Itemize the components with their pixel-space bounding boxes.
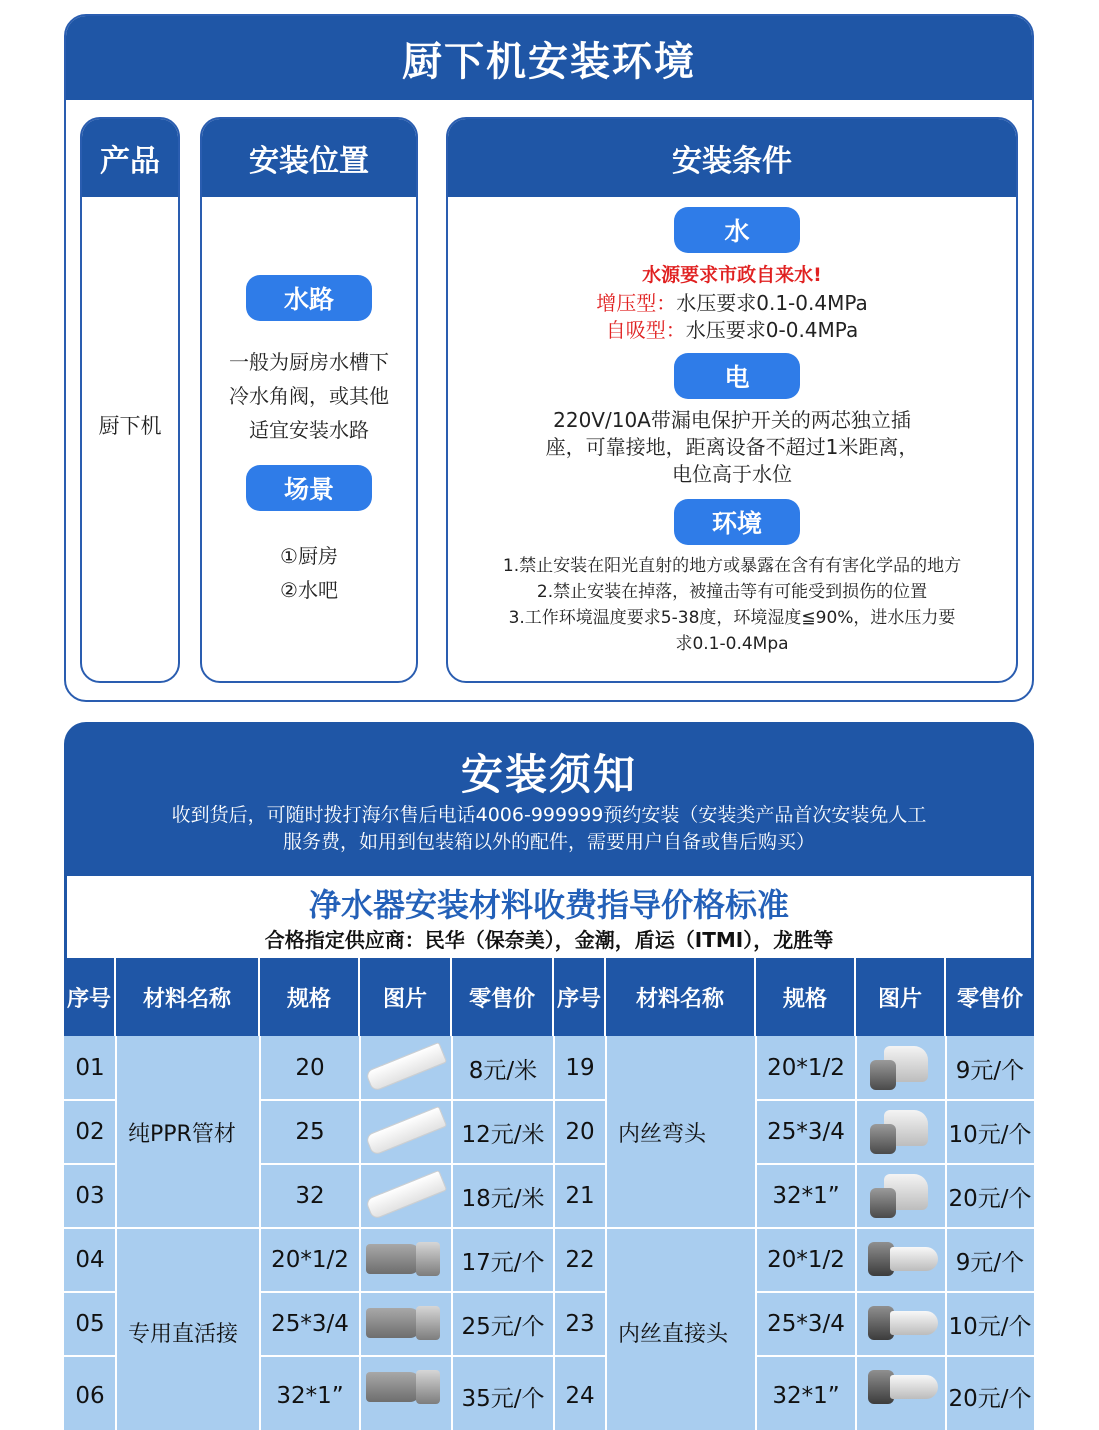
column-header: 规格 — [756, 958, 856, 1036]
material-name: 内丝直接头 — [618, 1321, 729, 1347]
column-header: 材料名称 — [606, 958, 756, 1036]
power-line-1: 220V/10A带漏电保护开关的两芯独立插 — [553, 408, 911, 432]
straight-fitting-icon — [868, 1242, 940, 1276]
notice-line-2: 服务费，如用到包装箱以外的配件，需要用户自备或售后购买） — [282, 831, 815, 853]
row-number: 23 — [565, 1311, 595, 1337]
row-number: 05 — [75, 1311, 105, 1337]
retail-price: 10元/个 — [948, 1121, 1032, 1148]
spec-value: 20*1/2 — [767, 1055, 845, 1081]
water-source-requirement: 水源要求市政自来水! — [642, 264, 822, 286]
self-priming-pressure-requirement: 水压要求0-0.4MPa — [685, 318, 859, 342]
notice-header — [64, 722, 1034, 876]
conditions-header: 安装条件 — [448, 119, 1016, 197]
installation-notice-section — [64, 722, 1034, 1430]
environment-line-3: 3.工作环境温度要求5-38度，环境湿度≦90%，进水压力要 — [508, 608, 956, 628]
self-priming-pressure-line — [448, 316, 1016, 344]
spec-value: 32 — [295, 1183, 325, 1209]
waterway-line-2: 冷水角阀，或其他 — [229, 384, 389, 408]
spec-value: 20 — [295, 1055, 325, 1081]
retail-price: 18元/米 — [461, 1185, 545, 1212]
product-header: 产品 — [82, 119, 178, 197]
booster-type-label: 增压型： — [596, 291, 677, 315]
spec-value: 32*1” — [772, 1183, 840, 1209]
installation-environment-section — [64, 14, 1034, 702]
spec-value: 20*1/2 — [767, 1247, 845, 1273]
environment-title: 厨下机安装环境 — [66, 16, 1032, 100]
power-badge: 电 — [674, 353, 800, 399]
elbow-fitting-icon — [870, 1046, 930, 1090]
environment-line-1: 1.禁止安装在阳光直射的地方或暴露在含有有害化学品的地方 — [502, 556, 962, 576]
retail-price: 9元/个 — [955, 1057, 1025, 1084]
waterway-line-1: 一般为厨房水槽下 — [229, 350, 389, 374]
spec-value: 25*3/4 — [767, 1311, 845, 1337]
conditions-panel — [446, 117, 1018, 683]
position-header: 安装位置 — [202, 119, 416, 197]
material-name: 内丝弯头 — [618, 1121, 707, 1147]
notice-title: 安装须知 — [460, 750, 637, 799]
column-header: 图片 — [856, 958, 946, 1036]
retail-price: 17元/个 — [461, 1249, 545, 1276]
row-number: 02 — [75, 1119, 105, 1145]
retail-price: 20元/个 — [948, 1185, 1032, 1212]
material-name: 纯PPR管材 — [128, 1121, 236, 1147]
price-table-title: 净水器安装材料收费指导价格标准 — [308, 886, 789, 924]
straight-fitting-icon — [868, 1370, 940, 1404]
waterway-badge: 水路 — [246, 275, 372, 321]
elbow-fitting-icon — [870, 1174, 930, 1218]
material-name: 专用直活接 — [128, 1321, 239, 1347]
power-line-3: 电位高于水位 — [672, 462, 792, 486]
retail-price: 35元/个 — [461, 1385, 545, 1412]
retail-price: 10元/个 — [948, 1313, 1032, 1340]
waterway-line-3: 适宜安装水路 — [249, 418, 369, 442]
notice-text — [104, 802, 994, 856]
environment-badge: 环境 — [674, 499, 800, 545]
column-header: 序号 — [64, 958, 116, 1036]
column-header: 零售价 — [452, 958, 554, 1036]
product-value: 厨下机 — [98, 414, 162, 438]
scene-badge: 场景 — [246, 465, 372, 511]
column-header: 图片 — [360, 958, 452, 1036]
price-standard-header — [64, 876, 1034, 958]
row-number: 01 — [75, 1055, 105, 1081]
row-number: 24 — [565, 1383, 595, 1409]
retail-price: 9元/个 — [955, 1249, 1025, 1276]
union-coupler-icon — [366, 1306, 444, 1340]
column-header: 零售价 — [956, 986, 1023, 1012]
supplier-list: 合格指定供应商：民华（保奈美），金潮，盾运（ITMI），龙胜等 — [264, 928, 834, 952]
spec-value: 25 — [295, 1119, 325, 1145]
row-number: 21 — [565, 1183, 595, 1209]
column-header: 规格 — [260, 958, 360, 1036]
spec-value: 20*1/2 — [271, 1247, 349, 1273]
retail-price: 12元/米 — [461, 1121, 545, 1148]
straight-fitting-icon — [868, 1306, 940, 1340]
union-coupler-icon — [366, 1242, 444, 1276]
booster-pressure-requirement: 水压要求0.1-0.4MPa — [676, 291, 868, 315]
scene-item-1: ①厨房 — [280, 544, 338, 568]
elbow-fitting-icon — [870, 1110, 930, 1154]
scene-item-2: ②水吧 — [280, 578, 338, 602]
environment-line-4: 求0.1-0.4Mpa — [675, 634, 789, 654]
retail-price: 20元/个 — [948, 1385, 1032, 1412]
retail-price: 25元/个 — [461, 1313, 545, 1340]
environment-line-2: 2.禁止安装在掉落，被撞击等有可能受到损伤的位置 — [536, 582, 928, 602]
notice-line-1: 收到货后，可随时拨打海尔售后电话4006-999999预约安装（安装类产品首次安装免人工 — [171, 804, 927, 826]
position-panel — [200, 117, 418, 683]
row-number: 04 — [75, 1247, 105, 1273]
spec-value: 32*1” — [772, 1383, 840, 1409]
product-panel — [80, 117, 180, 683]
row-number: 06 — [75, 1383, 105, 1409]
row-number: 20 — [565, 1119, 595, 1145]
power-line-2: 座，可靠接地，距离设备不超过1米距离， — [545, 435, 919, 459]
column-header: 序号 — [554, 958, 606, 1036]
row-number: 03 — [75, 1183, 105, 1209]
row-number: 22 — [565, 1247, 595, 1273]
column-header: 材料名称 — [116, 958, 260, 1036]
spec-value: 32*1” — [276, 1383, 344, 1409]
self-priming-type-label: 自吸型： — [605, 318, 686, 342]
spec-value: 25*3/4 — [271, 1311, 349, 1337]
water-badge: 水 — [674, 207, 800, 253]
row-number: 19 — [565, 1055, 595, 1081]
union-coupler-icon — [366, 1370, 444, 1404]
spec-value: 25*3/4 — [767, 1119, 845, 1145]
retail-price: 8元/米 — [468, 1057, 538, 1084]
booster-pressure-line — [448, 289, 1016, 317]
